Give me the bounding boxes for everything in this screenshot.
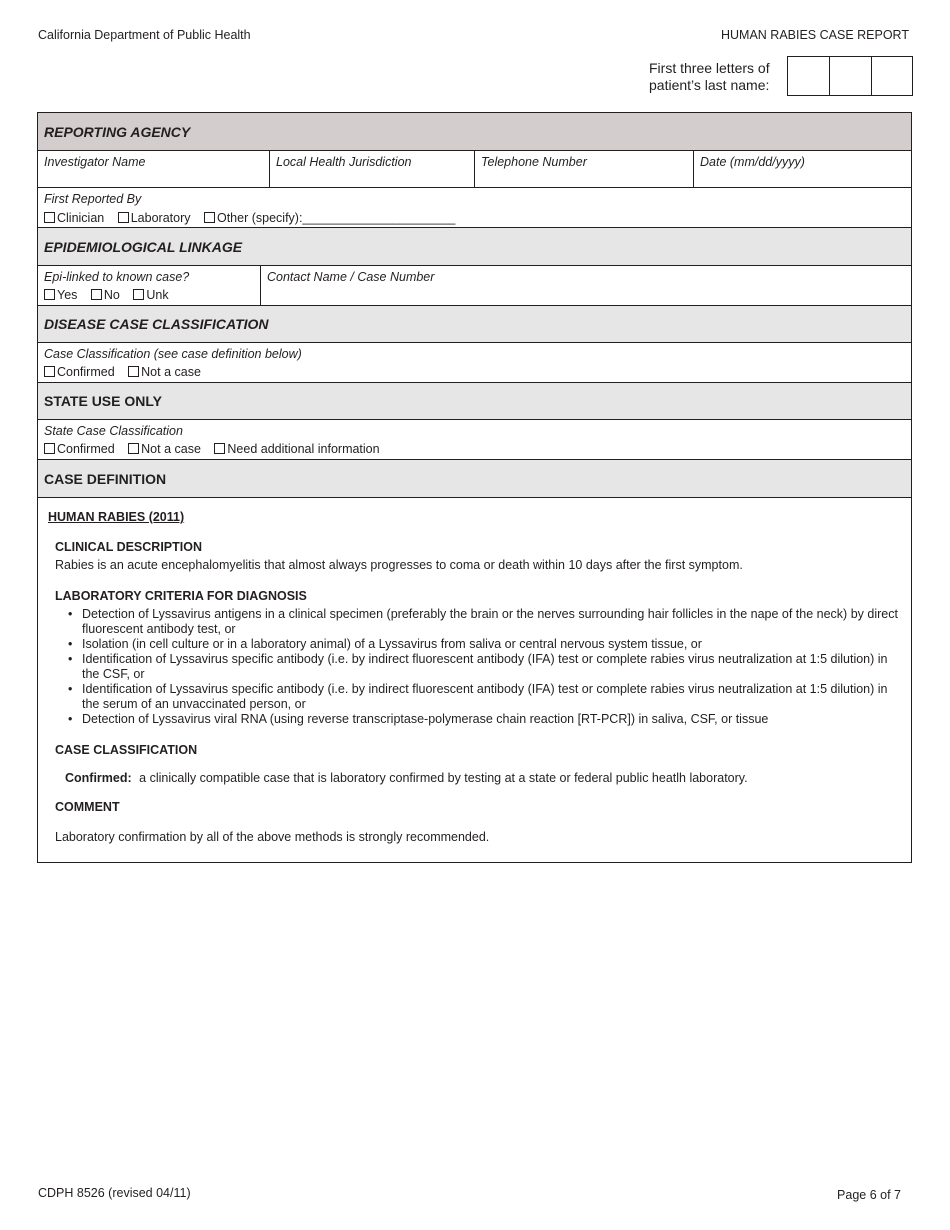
initial-letter-2-field[interactable] xyxy=(830,57,872,95)
checkbox-icon xyxy=(204,212,215,223)
disease-title: HUMAN RABIES (2011) xyxy=(48,510,185,524)
telephone-number-field[interactable]: Telephone Number xyxy=(475,151,694,187)
first-reported-label: First Reported By xyxy=(44,192,142,206)
state-classification-row xyxy=(38,420,911,460)
reporting-agency-heading: REPORTING AGENCY xyxy=(38,113,911,151)
first-reported-row xyxy=(38,188,911,228)
initials-label: First three letters of patient’s last name: xyxy=(649,60,770,93)
case-classification-label: Case Classification (see case definition below) xyxy=(44,347,302,361)
form-id: CDPH 8526 (revised 04/11) xyxy=(38,1186,191,1200)
date-field[interactable]: Date (mm/dd/yyyy) xyxy=(700,155,805,169)
list-item: • Detection of Lyssavirus viral RNA (using reverse transcriptase-polymerase chain reaction [RT-PCR]) in saliva, CSF, or tissue xyxy=(82,712,903,727)
laboratory-checkbox[interactable]: Laboratory xyxy=(118,211,191,225)
checkbox-icon xyxy=(214,443,225,454)
lab-criteria-list xyxy=(55,607,903,727)
checkbox-icon xyxy=(133,289,144,300)
list-item: • Isolation (in cell culture or in a laboratory animal) of a Lyssavirus from saliva or central nervous system tissue, or xyxy=(82,637,903,652)
checkbox-icon xyxy=(44,289,55,300)
state-not-a-case-checkbox[interactable]: Not a case xyxy=(128,442,201,456)
initial-letter-3-field[interactable] xyxy=(872,57,912,95)
case-report-form xyxy=(37,112,912,863)
initials-boxes xyxy=(787,56,913,96)
report-title: HUMAN RABIES CASE REPORT xyxy=(720,28,909,42)
case-classification-heading: CASE CLASSIFICATION xyxy=(55,743,198,757)
initial-letter-1-field[interactable] xyxy=(788,57,830,95)
other-specify-checkbox[interactable]: Other (specify):______________________ xyxy=(204,211,455,225)
org-name: California Department of Public Health xyxy=(38,28,251,42)
need-additional-info-checkbox[interactable]: Need additional information xyxy=(214,442,379,456)
disease-classification-row xyxy=(38,343,911,383)
state-use-heading: STATE USE ONLY xyxy=(38,383,911,420)
list-item: • Detection of Lyssavirus antigens in a clinical specimen (preferably the brain or the nerves surrounding hair follicles in the nape of the neck) by direct fluorescent antibody test, or xyxy=(82,607,903,637)
list-item: • Identification of Lyssavirus specific antibody (i.e. by indirect fluorescent antibody (IFA) test or complete rabies virus neutralization at 1:5 dilution) in the CSF, or xyxy=(82,652,903,682)
page-number: Page 6 of 7 xyxy=(837,1188,901,1202)
case-definition-body xyxy=(38,498,911,862)
checkbox-icon xyxy=(128,366,139,377)
clinical-description-text: Rabies is an acute encephalomyelitis that almost always progresses to coma or death within 10 days after the first symptom. xyxy=(55,558,743,572)
epi-unk-checkbox[interactable]: Unk xyxy=(133,288,168,302)
local-health-jurisdiction-field[interactable]: Local Health Jurisdiction xyxy=(270,151,475,187)
checkbox-icon xyxy=(44,443,55,454)
disease-classification-heading: DISEASE CASE CLASSIFICATION xyxy=(38,306,911,343)
epi-no-checkbox[interactable]: No xyxy=(91,288,120,302)
contact-name-case-number-field[interactable]: Contact Name / Case Number xyxy=(267,270,435,284)
confirmed-checkbox[interactable]: Confirmed xyxy=(44,365,115,379)
epi-linkage-row xyxy=(38,266,911,306)
epi-linkage-heading: EPIDEMIOLOGICAL LINKAGE xyxy=(38,228,911,266)
epi-yes-checkbox[interactable]: Yes xyxy=(44,288,77,302)
checkbox-icon xyxy=(44,212,55,223)
checkbox-icon xyxy=(44,366,55,377)
not-a-case-checkbox[interactable]: Not a case xyxy=(128,365,201,379)
case-definition-heading: CASE DEFINITION xyxy=(38,460,911,498)
list-item: • Identification of Lyssavirus specific antibody (i.e. by indirect fluorescent antibody (IFA) test or complete rabies virus neutralization at 1:5 dilution) in the serum of an unvaccinated person, or xyxy=(82,682,903,712)
checkbox-icon xyxy=(118,212,129,223)
investigator-name-field[interactable]: Investigator Name xyxy=(38,151,270,187)
clinician-checkbox[interactable]: Clinician xyxy=(44,211,104,225)
state-confirmed-checkbox[interactable]: Confirmed xyxy=(44,442,115,456)
lab-criteria-heading: LABORATORY CRITERIA FOR DIAGNOSIS xyxy=(55,589,307,603)
checkbox-icon xyxy=(91,289,102,300)
state-classification-label: State Case Classification xyxy=(44,424,183,438)
clinical-description-heading: CLINICAL DESCRIPTION xyxy=(55,540,202,554)
checkbox-icon xyxy=(128,443,139,454)
confirmed-definition: Confirmed: a clinically compatible case that is laboratory confirmed by testing at a state or federal public heatlh laboratory. xyxy=(65,771,748,785)
comment-heading: COMMENT xyxy=(55,800,120,814)
reporting-agency-row xyxy=(38,151,911,188)
comment-text: Laboratory confirmation by all of the above methods is strongly recommended. xyxy=(55,830,490,844)
epi-linked-label: Epi-linked to known case? xyxy=(44,270,190,284)
